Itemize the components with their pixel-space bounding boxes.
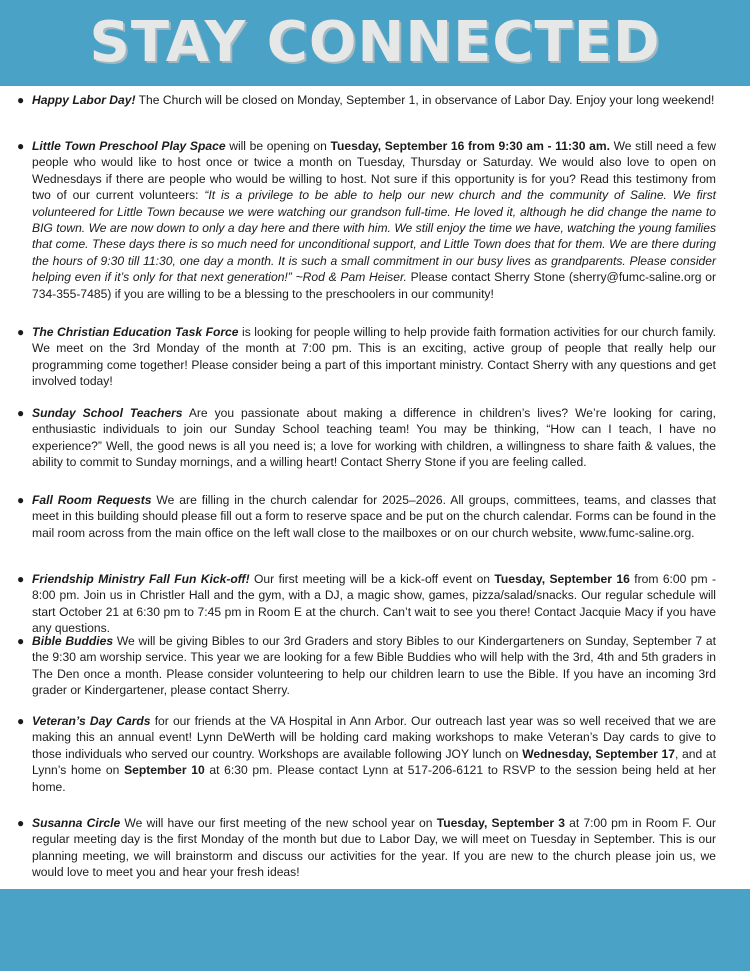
item-text: from 6:00 pm - 8:00 pm. Join us in Christler Hall and the gym, with a DJ, a magic show, games, pizza/salad/snacks. Our regular schedule will start October 21 at 6:30 pm to 7:45 pm in Room E at the church. Can’t wait to see you there! Contact Jacquie Macy if you have any questions. — [32, 572, 716, 636]
bullet-icon: ● — [17, 139, 25, 153]
item-text: Our first meeting will be a kick-off event on — [249, 572, 495, 586]
list-item-christian-education — [17, 324, 716, 390]
list-item-sunday-school — [17, 405, 716, 471]
list-item-fall-room-requests — [17, 492, 716, 541]
item-title: Little Town Preschool Play Space — [32, 139, 226, 153]
item-title: Happy Labor Day! — [32, 93, 136, 107]
item-text: We will be giving Bibles to our 3rd Graders and story Bibles to our Kindergarteners on Sunday, September 7 at the 9:30 am worship service. This year we are looking for a few Bible Buddies who will help with the 3rd, 4th and 5th graders in The Den once a month. Please consider volunteering to help our children learn to use the Bible. If you have an incoming 3rd grader or Kindergartener, please contact Sherry. — [32, 634, 716, 698]
bullet-icon: ● — [17, 493, 25, 507]
item-text: We will have our first meeting of the new school year on — [120, 816, 437, 830]
item-text: The Church will be closed on Monday, September 1, in observance of Labor Day. Enjoy your long weekend! — [135, 93, 715, 107]
item-title: Sunday School Teachers — [32, 406, 183, 420]
list-item-labor-day — [17, 92, 716, 108]
item-text: is looking for people willing to help provide faith formation activities for our church family. We meet on the 3rd Monday of the month at 7:00 pm. This is an exciting, active group of people that really help our programming come together! Please consider being a part of this important ministry. Contact Sherry with any questions and get involved today! — [32, 325, 716, 389]
bullet-icon: ● — [17, 93, 25, 107]
list-item-veterans-day-cards — [17, 713, 717, 795]
testimony-quote: “It is a privilege to be able to help our new church and the community of Saline. We first volunteered for Little Town because we were watching our grandson full-time. He loved it, although he did change the name to BIG town. We are now down to only a day here and there with him. We still enjoy the time we have, watching the young families that come. These days there is so much need for unconditional support, and Little Town does that for them. We are there during the hours of 9:30 till 11:30, one day a month. It is such a small commitment in our busy lives as grandparents. Please consider helping even if it’s only for that next generation!” ~Rod & Pam Heiser. — [32, 188, 717, 285]
item-title: Veteran’s Day Cards — [32, 714, 151, 728]
header-banner — [0, 0, 750, 86]
item-title: Bible Buddies — [32, 634, 114, 648]
item-date: Tuesday, September 16 — [494, 572, 630, 586]
bullet-icon: ● — [17, 816, 25, 830]
item-text: Are you passionate about making a difference in children’s lives? We’re looking for caring, enthusiastic individuals to join our Sunday School teaching team! You may be thinking, “How can I teach, I have no experience?” Well, the good news is all you need is; a love for working with children, a willingness to share faith & values, the ability to commit to Sunday mornings, and a willing heart! Contact Sherry Stone if you are feeling called. — [32, 406, 716, 470]
item-date: September 10 — [124, 763, 205, 778]
item-text: for our friends at the VA Hospital in Ann Arbor. Our outreach last year was so well received that we are making this an annual event! Lynn DeWerth will be holding card making workshops to make Veteran’s Day cards to give to those individuals who served our country. Workshops are available following JOY lunch on — [32, 714, 716, 761]
item-text: at 6:30 pm. Please contact Lynn at 517-206-6121 to RSVP to the session being held at her home. — [32, 763, 717, 794]
list-item-susanna-circle — [17, 815, 716, 881]
item-date: Wednesday, September 17 — [522, 746, 675, 761]
bullet-icon: ● — [17, 714, 25, 728]
page-title: STAY CONNECTED — [89, 10, 661, 75]
item-title: The Christian Education Task Force — [32, 325, 239, 339]
bullet-icon: ● — [17, 634, 25, 648]
item-title: Susanna Circle — [32, 816, 121, 830]
item-text: We are filling in the church calendar for 2025–2026. All groups, committees, teams, and classes that meet in this building should please fill out a form to reserve space and be put on the church calendar. Forms can be found in the mail room across from the main office on the left wall close to the mailboxes or on our church website, www.fumc-saline.org. — [32, 493, 716, 540]
item-title: Friendship Ministry Fall Fun Kick-off! — [32, 572, 250, 586]
item-text: at 7:00 pm in Room F. Our regular meeting day is the first Monday of the month but due to Labor Day, we will meet on Tuesday in September. This is our planning meeting, we will brainstorm and discuss our activities for the year. If you are new to the church please join us, we would love to meet you and hear your fresh ideas! — [32, 816, 716, 880]
list-item-friendship-ministry — [17, 571, 716, 637]
list-item-bible-buddies — [17, 633, 716, 699]
item-date: Tuesday, September 3 — [436, 816, 565, 830]
item-text: Please contact Sherry Stone (sherry@fumc-saline.org or 734-355-7485) if you are willing to be a blessing to the preschoolers in our community! — [32, 270, 717, 301]
item-title: Fall Room Requests — [32, 493, 152, 507]
footer-banner — [0, 889, 750, 971]
item-text: will be opening on — [225, 139, 331, 153]
bullet-icon: ● — [17, 406, 25, 420]
item-text: We still need a few people who would like to host once or twice a month on Tuesday, Thursday or Saturday. We would also love to open on Wednesdays if there are people who would be willing to host. Not sure if this opportunity is for you? Read this testimony from two of our current volunteers: — [32, 139, 716, 203]
list-item-little-town — [17, 138, 717, 302]
bullet-icon: ● — [17, 572, 25, 586]
item-text: , and at Lynn’s home on — [32, 746, 716, 778]
bullet-icon: ● — [17, 325, 25, 339]
item-date: Tuesday, September 16 from 9:30 am - 11:30 am. — [330, 139, 610, 153]
